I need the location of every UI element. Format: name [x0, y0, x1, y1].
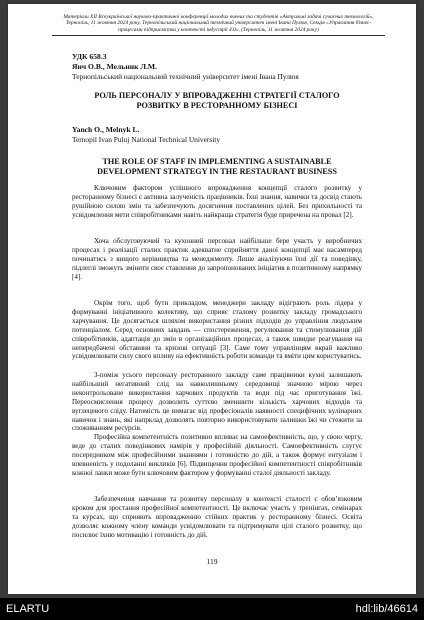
repository-footer-bar: [0, 598, 424, 620]
affiliation-ua: Тернопільський національний технічний університет імені Івана Пулюя: [72, 72, 299, 81]
title-en: THE ROLE OF STAFF IN IMPLEMENTING A SUSTAINABLE DEVELOPMENT STRATEGY IN THE RESTAURANT BUSINESS: [97, 157, 337, 176]
authors-en: Yanch O., Melnyk L.: [72, 125, 140, 134]
affiliation-en: Ternopil Ivan Puluj National Technical University: [72, 135, 221, 144]
body-paragraph-5: Професійна компетентність позитивно впливає на самоефективність, що, у свою чергу, веде до сталих поведінкових намірів у професійній діяльності. Самоефективність слугує посередником між професійними знаннями і готовністю до дій, а також формує ентузіазм і впевненість у подоланні викликів [6]. Підвищення професійної компетентності співробітників кожної ланки може бути ключовим фактором у формуванні сталої діяльності закладу.: [72, 433, 362, 477]
body-paragraph-1: Ключовим фактором успішного впровадження концепції сталого розвитку у ресторанному бізнесі є активна залученість працівників. Їхні знання, навички та досвід стають рушійною силою змін та забезпечують досягнення поставлених цілей. Без прихильності та усвідомлення мети співробітниками навіть найкраща стратегія буде приречена на провал [2].: [72, 184, 362, 219]
document-page: [8, 4, 416, 594]
body-paragraph-6: Забезпечення навчання та розвитку персоналу в контексті сталості є обов’язковим кроком для зростання професійної компетентності. Це включає участь у тренінгах, семінарах та курсах, що сприяють впровадженню стійких практик у ресторанному бізнесі. Освіта дозволяє кожному члену команди усвідомлювати та підтримувати цілі сталого розвитку, що посилює їхню мотивацію і готовність до дій.: [72, 495, 362, 539]
handle-id: hdl:lib/46614: [355, 603, 418, 615]
title-ua: РОЛЬ ПЕРСОНАЛУ У ВПРОВАДЖЕННІ СТРАТЕГІЇ СТАЛОГО РОЗВИТКУ В РЕСТОРАННОМУ БІЗНЕСІ: [94, 91, 340, 110]
page-number: 119: [206, 557, 218, 566]
authors-ua: Янч О.В., Мельник Л.М.: [72, 62, 157, 71]
udk-code: УДК 658.3: [72, 52, 107, 61]
repository-name: ELARTU: [6, 603, 50, 615]
conference-header: Матеріали XII Всеукраїнської науково-практичної конференції молодих вчених та студентів «Актуальні задачі сучасних технологій», Тернопіль, 11 жовтня 2024 року. Тернопільський національний технічний університет імені Івана Пулюя, Секція «Управління бізнес-процесами підприємства у контексті індустрії 4.0», (Тернопіль, 11 жовтня 2024 року): [52, 12, 385, 36]
body-paragraph-3: Окрім того, щоб бути прикладом, менеджери закладу відіграють роль лідера у формуванні ініціативного колективу, що сприяє сталому розвитку закладу громадського харчування. Це досягається шляхом використання різних підходів до управління людським потенціалом. Серед основних завдань — спостереження, регулювання та стимулювання дій співробітників, адаптація до змін в організаційних процесах, а також швидке реагування на непередбачені обставини та кризові ситуації [3]. Саме тому управлінцям вкрай важливо усвідомлювати силу свого впливу на ефективність роботи команди та вміти цим користуватись.: [72, 299, 362, 361]
body-paragraph-4: З-поміж усього персоналу ресторанного закладу саме працівники кухні залишають найбільший негативний слід на навколишньому середовищі значною мірою через неконтрольоване використання харчових продуктів та води під час приготування їжі. Переосмислення процесу дозволить суттєво зменшити кількість харчових відходів та вуглецевого сліду. Натомість це вимагає від професіоналів наявності специфічних кулінарних навичок і знань, які напрклад дозволять повторно використовувати залишки їжі чи стежити за споживанням ресурсів.: [72, 371, 362, 433]
body-paragraph-2: Хоча обслуговуючий та кухонний персонал найбільше бере участь у виробничих процесах і реалізації сталих практик адекватне сприйняття даної концепції має насамперед починатись з вищого керівництва та менеджменту. Лише аналізуючи їхні дії та поведінку, підлеглі зможуть змінити своє ставлення до запропонованих ініціатив в позитивному напрямку [4].: [72, 237, 362, 281]
